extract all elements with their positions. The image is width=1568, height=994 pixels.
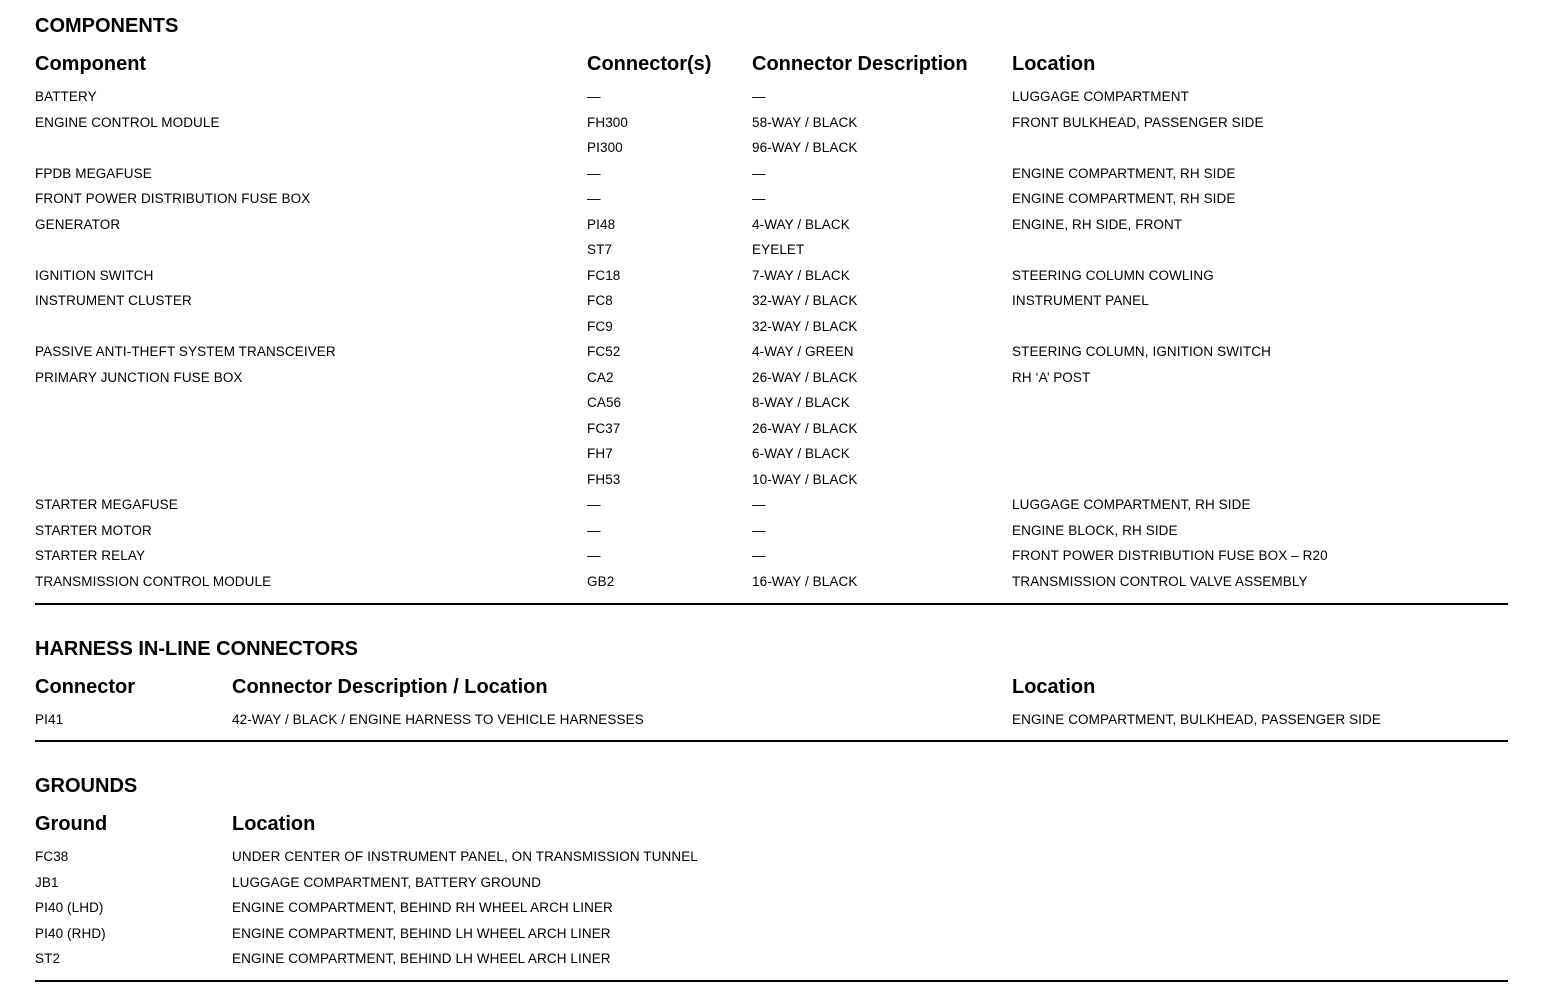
component-name: IGNITION SWITCH — [35, 267, 154, 283]
header-ground-location: Location — [232, 813, 316, 835]
connector-description: 32-WAY / BLACK — [752, 318, 858, 334]
table-row — [35, 445, 1508, 471]
connector-id: — — [587, 165, 601, 181]
connector-id: GB2 — [587, 573, 615, 589]
component-name: ENGINE CONTROL MODULE — [35, 114, 220, 130]
connector-id: FC37 — [587, 420, 621, 436]
component-name: BATTERY — [35, 89, 97, 104]
component-name: STARTER RELAY — [35, 548, 146, 563]
connector-description: — — [752, 165, 766, 181]
header-harness-location: Location — [1012, 676, 1096, 698]
table-row — [35, 573, 1508, 599]
table-row — [35, 318, 1508, 344]
ground-location: LUGGAGE COMPARTMENT, BATTERY GROUND — [232, 874, 542, 890]
component-location: INSTRUMENT PANEL — [1012, 293, 1149, 308]
table-row — [35, 190, 1508, 216]
header-connector-description: Connector Description — [752, 53, 968, 75]
grounds-divider — [35, 980, 1508, 982]
table-row — [35, 547, 1508, 573]
header-connector: Connector — [35, 676, 135, 698]
connector-description: 26-WAY / BLACK — [752, 420, 858, 436]
grounds-title: GROUNDS — [35, 775, 138, 797]
component-name: GENERATOR — [35, 216, 121, 232]
component-location: ENGINE, RH SIDE, FRONT — [1012, 216, 1183, 232]
connector-id: CA56 — [587, 395, 622, 410]
table-row — [35, 394, 1508, 420]
table-row — [35, 420, 1508, 446]
connector-id: CA2 — [587, 369, 614, 385]
connector-id: ST7 — [587, 242, 613, 257]
harness-connector-id: PI41 — [35, 712, 64, 727]
component-name: PRIMARY JUNCTION FUSE BOX — [35, 369, 243, 385]
table-row — [35, 369, 1508, 395]
table-row — [35, 711, 1508, 737]
connector-id: FC9 — [587, 318, 613, 334]
component-name: STARTER MOTOR — [35, 522, 152, 538]
connector-id: — — [587, 548, 601, 563]
ground-location: UNDER CENTER OF INSTRUMENT PANEL, ON TRANSMISSION TUNNEL — [232, 849, 698, 864]
component-name: FPDB MEGAFUSE — [35, 165, 152, 181]
component-location: STEERING COLUMN, IGNITION SWITCH — [1012, 344, 1271, 359]
ground-location: ENGINE COMPARTMENT, BEHIND LH WHEEL ARCH LINER — [232, 951, 611, 966]
connector-id: PI300 — [587, 140, 623, 155]
header-connector-description-location: Connector Description / Location — [232, 676, 548, 698]
connector-description: — — [752, 191, 766, 206]
connector-id: FH300 — [587, 114, 629, 130]
connector-description: — — [752, 522, 766, 538]
harness-connector-description: 42-WAY / BLACK / ENGINE HARNESS TO VEHICLE HARNESSES — [232, 712, 644, 727]
ground-id: FC38 — [35, 849, 69, 864]
component-name: PASSIVE ANTI-THEFT SYSTEM TRANSCEIVER — [35, 344, 336, 359]
harness-divider — [35, 740, 1508, 742]
connector-description: 4-WAY / BLACK — [752, 216, 850, 232]
connector-description: EYELET — [752, 242, 805, 257]
component-location: ENGINE COMPARTMENT, RH SIDE — [1012, 165, 1236, 181]
component-location: FRONT POWER DISTRIBUTION FUSE BOX – R20 — [1012, 548, 1328, 563]
harness-connector-location: ENGINE COMPARTMENT, BULKHEAD, PASSENGER SIDE — [1012, 712, 1381, 727]
connector-description: 16-WAY / BLACK — [752, 573, 858, 589]
connector-id: PI48 — [587, 216, 616, 232]
table-row — [35, 471, 1508, 497]
component-location: RH ‘A’ POST — [1012, 369, 1091, 385]
connector-description: 58-WAY / BLACK — [752, 114, 858, 130]
harness-title: HARNESS IN-LINE CONNECTORS — [35, 638, 358, 660]
header-connectors: Connector(s) — [587, 53, 712, 75]
connector-id: — — [587, 522, 601, 538]
connector-description: — — [752, 548, 766, 563]
ground-location: ENGINE COMPARTMENT, BEHIND LH WHEEL ARCH LINER — [232, 925, 611, 941]
connector-description: 10-WAY / BLACK — [752, 471, 858, 487]
table-row — [35, 522, 1508, 548]
connector-description: 26-WAY / BLACK — [752, 369, 858, 385]
connector-description: 96-WAY / BLACK — [752, 140, 858, 155]
component-location: LUGGAGE COMPARTMENT — [1012, 89, 1189, 104]
component-name: TRANSMISSION CONTROL MODULE — [35, 573, 272, 589]
component-location: ENGINE COMPARTMENT, RH SIDE — [1012, 191, 1236, 206]
component-location: ENGINE BLOCK, RH SIDE — [1012, 522, 1178, 538]
component-name: STARTER MEGAFUSE — [35, 497, 178, 512]
connector-id: FH7 — [587, 446, 613, 461]
ground-id: PI40 (RHD) — [35, 925, 106, 941]
table-row — [35, 343, 1508, 369]
ground-location: ENGINE COMPARTMENT, BEHIND RH WHEEL ARCH LINER — [232, 900, 613, 915]
table-row — [35, 216, 1508, 242]
ground-id: PI40 (LHD) — [35, 900, 104, 915]
header-ground: Ground — [35, 813, 108, 835]
connector-id: FH53 — [587, 471, 621, 487]
connector-id: FC18 — [587, 267, 621, 283]
table-row — [35, 950, 1508, 976]
table-row — [35, 496, 1508, 522]
table-row — [35, 874, 1508, 900]
connector-description: 6-WAY / BLACK — [752, 446, 850, 461]
connector-id: — — [587, 497, 601, 512]
component-location: LUGGAGE COMPARTMENT, RH SIDE — [1012, 497, 1251, 512]
table-row — [35, 267, 1508, 293]
connector-description: 4-WAY / GREEN — [752, 344, 854, 359]
component-location: TRANSMISSION CONTROL VALVE ASSEMBLY — [1012, 573, 1308, 589]
connector-description: 32-WAY / BLACK — [752, 293, 858, 308]
connector-id: FC52 — [587, 344, 621, 359]
component-location: FRONT BULKHEAD, PASSENGER SIDE — [1012, 114, 1264, 130]
ground-id: ST2 — [35, 951, 61, 966]
table-row — [35, 899, 1508, 925]
table-row — [35, 848, 1508, 874]
component-location: STEERING COLUMN COWLING — [1012, 267, 1214, 283]
connector-id: — — [587, 89, 601, 104]
table-row — [35, 114, 1508, 140]
header-component: Component — [35, 53, 147, 75]
table-row — [35, 241, 1508, 267]
component-name: INSTRUMENT CLUSTER — [35, 293, 192, 308]
connector-description: 7-WAY / BLACK — [752, 267, 850, 283]
table-row — [35, 88, 1508, 114]
components-title: COMPONENTS — [35, 15, 179, 37]
header-location: Location — [1012, 53, 1096, 75]
table-row — [35, 925, 1508, 951]
components-divider — [35, 603, 1508, 605]
connector-id: — — [587, 191, 601, 206]
table-row — [35, 292, 1508, 318]
connector-description: — — [752, 89, 766, 104]
table-row — [35, 139, 1508, 165]
connector-description: 8-WAY / BLACK — [752, 395, 850, 410]
component-name: FRONT POWER DISTRIBUTION FUSE BOX — [35, 191, 311, 206]
connector-id: FC8 — [587, 293, 613, 308]
connector-description: — — [752, 497, 766, 512]
table-row — [35, 165, 1508, 191]
ground-id: JB1 — [35, 874, 59, 890]
